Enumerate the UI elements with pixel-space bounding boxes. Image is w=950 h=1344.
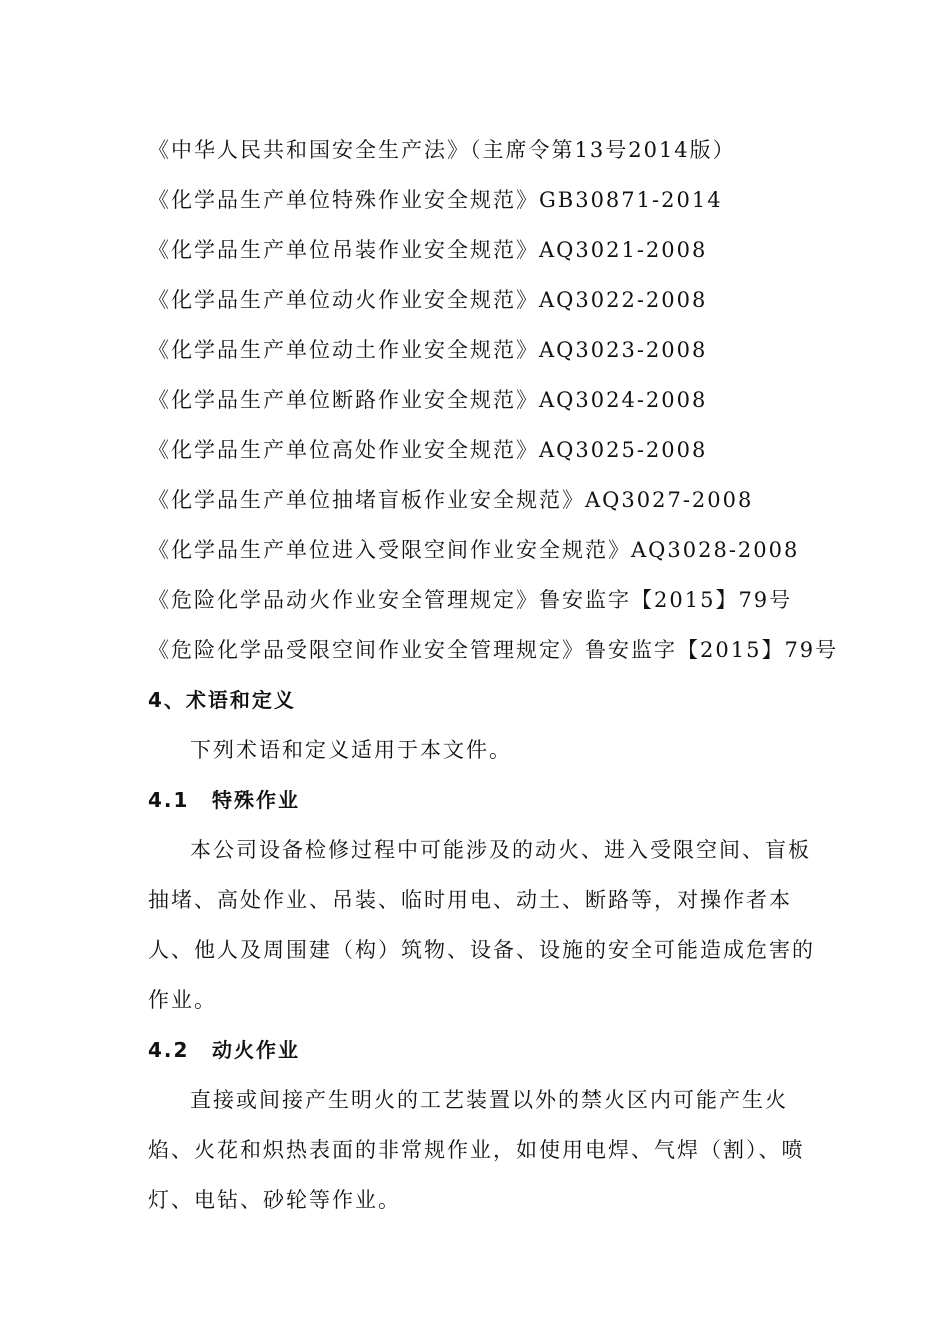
reference-item: 《化学品生产单位吊装作业安全规范》AQ3021-2008 (148, 238, 708, 262)
paragraph-line: 本公司设备检修过程中可能涉及的动火、进入受限空间、盲板 (190, 838, 811, 862)
reference-item: 《中华人民共和国安全生产法》（主席令第13号2014版） (148, 138, 736, 162)
section-4-1-heading (148, 786, 300, 814)
section-4-heading: 4、术语和定义 (148, 688, 296, 712)
section-4-2-heading (148, 1036, 300, 1064)
paragraph-line: 焰、火花和炽热表面的非常规作业，如使用电焊、气焊（割）、喷 (148, 1138, 805, 1162)
paragraph-line: 抽堵、高处作业、吊装、临时用电、动土、断路等，对操作者本 (148, 888, 792, 912)
reference-item: 《化学品生产单位高处作业安全规范》AQ3025-2008 (148, 438, 708, 462)
paragraph-line: 灯、电钻、砂轮等作业。 (148, 1188, 401, 1212)
section-number: 4.2 (148, 1038, 190, 1062)
section-number: 4.1 (148, 788, 190, 812)
reference-item: 《化学品生产单位进入受限空间作业安全规范》AQ3028-2008 (148, 538, 800, 562)
section-title: 动火作业 (212, 1038, 300, 1062)
reference-item: 《化学品生产单位特殊作业安全规范》GB30871-2014 (148, 188, 723, 212)
reference-item: 《化学品生产单位动火作业安全规范》AQ3022-2008 (148, 288, 708, 312)
reference-item: 《化学品生产单位抽堵盲板作业安全规范》AQ3027-2008 (148, 488, 754, 512)
reference-item: 《化学品生产单位断路作业安全规范》AQ3024-2008 (148, 388, 708, 412)
reference-item: 《化学品生产单位动土作业安全规范》AQ3023-2008 (148, 338, 708, 362)
paragraph-line: 直接或间接产生明火的工艺装置以外的禁火区内可能产生火 (190, 1088, 788, 1112)
section-title: 特殊作业 (212, 788, 300, 812)
section-4-intro: 下列术语和定义适用于本文件。 (190, 738, 512, 762)
reference-item: 《危险化学品受限空间作业安全管理规定》鲁安监字【2015】79号 (148, 638, 839, 662)
paragraph-line: 作业。 (148, 988, 217, 1012)
paragraph-line: 人、他人及周围建（构）筑物、设备、设施的安全可能造成危害的 (148, 938, 815, 962)
reference-item: 《危险化学品动火作业安全管理规定》鲁安监字【2015】79号 (148, 588, 793, 612)
